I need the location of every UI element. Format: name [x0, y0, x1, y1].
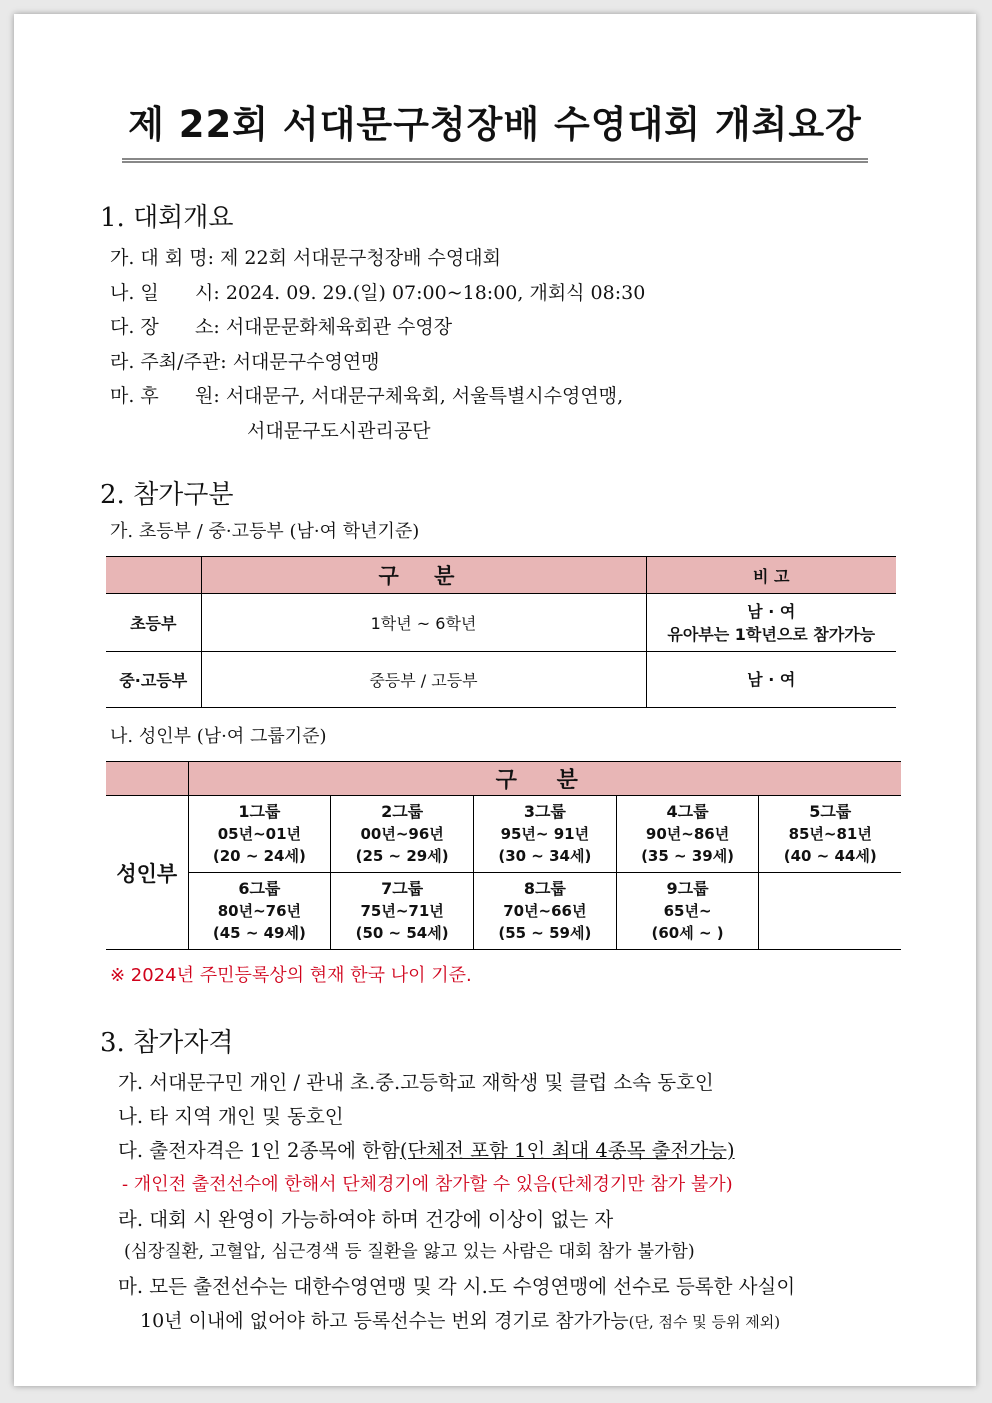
table-row	[106, 594, 896, 652]
section3-heading: 3. 참가자격	[100, 1028, 234, 1058]
group-ages: (20 ~ 24세)	[212, 847, 306, 865]
eligibility-c-note: - 개인전 출전선수에 한해서 단체경기에 참가할 수 있음(단체경기만 참가 불가)	[122, 1174, 733, 1195]
eligibility-c-text: 다. 출전자격은 1인 2종목에 한함	[118, 1139, 400, 1162]
group-cell-8	[473, 873, 616, 950]
group-years: 85년~81년	[788, 825, 872, 843]
overview-sponsor-value: 서대문구, 서대문구체육회, 서울특별시수영연맹,	[225, 385, 624, 407]
adult-division-table	[106, 761, 901, 950]
eligibility-e: 마. 모든 출전선수는 대한수영연맹 및 각 시.도 수영연맹에 선수로 등록한 사실이	[118, 1275, 796, 1298]
group-years: 95년~ 91년	[500, 825, 590, 843]
group-cell-5	[759, 796, 901, 873]
table-row	[106, 873, 901, 950]
table-header-row	[106, 557, 896, 594]
overview-sponsor-label: 마. 후 원:	[110, 385, 220, 407]
overview-date-label: 나. 일 시:	[110, 282, 220, 304]
section2-sub-b: 나. 성인부 (남·여 그룹기준)	[110, 726, 327, 747]
row-range-middle-high: 중등부 / 고등부	[201, 652, 646, 708]
group-years: 70년~66년	[503, 902, 587, 920]
overview-name-label: 가. 대 회 명:	[110, 247, 214, 269]
overview-venue-value: 서대문문화체육회관 수영장	[225, 316, 453, 338]
eligibility-e2-small: (단, 점수 및 등위 제외)	[628, 1313, 781, 1331]
row-label-adult: 성인부	[106, 796, 188, 950]
group-years: 75년~71년	[360, 902, 444, 920]
group-cell-empty	[759, 873, 901, 950]
header-remarks: 비 고	[646, 557, 896, 594]
group-cell-2	[331, 796, 474, 873]
header-category: 구 분	[188, 762, 901, 796]
table-row	[106, 796, 901, 873]
header-blank	[106, 762, 188, 796]
table-header-row	[106, 762, 901, 796]
group-name: 6그룹	[238, 879, 281, 898]
overview-date	[110, 278, 645, 305]
row-label-elementary: 초등부	[106, 594, 201, 652]
group-ages: (40 ~ 44세)	[783, 847, 877, 865]
overview-host-label: 라. 주최/주관:	[110, 351, 227, 373]
group-ages: (25 ~ 29세)	[355, 847, 449, 865]
header-category: 구 분	[201, 557, 646, 594]
group-name: 9그룹	[666, 879, 709, 898]
group-name: 1그룹	[238, 802, 281, 821]
table-row	[106, 652, 896, 708]
group-cell-6	[188, 873, 331, 950]
group-years: 80년~76년	[217, 902, 302, 920]
group-ages: (45 ~ 49세)	[212, 924, 306, 942]
group-years: 05년~01년	[217, 825, 302, 843]
group-ages: (30 ~ 34세)	[498, 847, 592, 865]
group-ages: (55 ~ 59세)	[498, 924, 592, 942]
eligibility-b: 나. 타 지역 개인 및 동호인	[118, 1105, 344, 1128]
title-block	[14, 94, 976, 163]
eligibility-a: 가. 서대문구민 개인 / 관내 초.중.고등학교 재학생 및 클럽 소속 동호인	[118, 1071, 714, 1094]
overview-venue	[110, 312, 452, 339]
row-note-middle-high: 남 · 여	[646, 652, 896, 708]
group-cell-1	[188, 796, 331, 873]
group-ages: (35 ~ 39세)	[641, 847, 735, 865]
overview-host	[110, 347, 380, 374]
overview-venue-label: 다. 장 소:	[110, 316, 220, 338]
group-name: 2그룹	[381, 802, 424, 821]
overview-sponsor-cont: 서대문구도시관리공단	[247, 420, 431, 442]
group-name: 5그룹	[809, 802, 852, 821]
section1-heading: 1. 대회개요	[100, 203, 234, 233]
group-cell-7	[331, 873, 474, 950]
group-years: 65년~	[663, 902, 712, 920]
row-label-middle-high: 중·고등부	[106, 652, 201, 708]
eligibility-d-note: (심장질환, 고혈압, 심근경색 등 질환을 앓고 있는 사람은 대회 참가 불가함)	[124, 1242, 695, 1262]
note-gender: 남 · 여	[747, 601, 796, 621]
group-name: 8그룹	[523, 879, 566, 898]
document-page	[14, 14, 976, 1386]
eligibility-c-underlined: (단체전 포함 1인 최대 4종목 출전가능)	[399, 1139, 735, 1162]
group-ages: (60세 ~ )	[651, 924, 724, 942]
overview-host-value: 서대문구수영연맹	[232, 351, 380, 373]
overview-sponsor	[110, 381, 623, 408]
group-ages: (50 ~ 54세)	[355, 924, 449, 942]
group-years: 00년~96년	[360, 825, 444, 843]
eligibility-c	[118, 1135, 735, 1163]
eligibility-e2-text: 10년 이내에 없어야 하고 등록선수는 번외 경기로 참가가능	[140, 1310, 629, 1332]
group-years: 90년~86년	[645, 825, 730, 843]
eligibility-d: 라. 대회 시 완영이 가능하여야 하며 건강에 이상이 없는 자	[118, 1208, 614, 1231]
age-notice: ※ 2024년 주민등록상의 현재 한국 나이 기준.	[110, 965, 472, 986]
eligibility-e2	[140, 1306, 780, 1333]
student-division-table	[106, 556, 896, 708]
group-cell-9	[616, 873, 759, 950]
section2-sub-a: 가. 초등부 / 중·고등부 (남·여 학년기준)	[110, 521, 420, 542]
overview-name-value: 제 22회 서대문구청장배 수영대회	[220, 247, 501, 269]
group-cell-3	[473, 796, 616, 873]
overview-date-value: 2024. 09. 29.(일) 07:00~18:00, 개회식 08:30	[225, 282, 646, 304]
page-title: 제 22회 서대문구청장배 수영대회 개최요강	[122, 94, 868, 163]
row-range-elementary: 1학년 ~ 6학년	[201, 594, 646, 652]
group-name: 4그룹	[666, 802, 709, 821]
group-cell-4	[616, 796, 759, 873]
section2-heading: 2. 참가구분	[100, 480, 234, 510]
group-name: 3그룹	[523, 802, 566, 821]
header-blank	[106, 557, 201, 594]
group-name: 7그룹	[381, 879, 424, 898]
note-kindergarten: 유아부는 1학년으로 참가가능	[667, 624, 876, 644]
row-note-elementary	[646, 594, 896, 652]
overview-name	[110, 243, 501, 270]
